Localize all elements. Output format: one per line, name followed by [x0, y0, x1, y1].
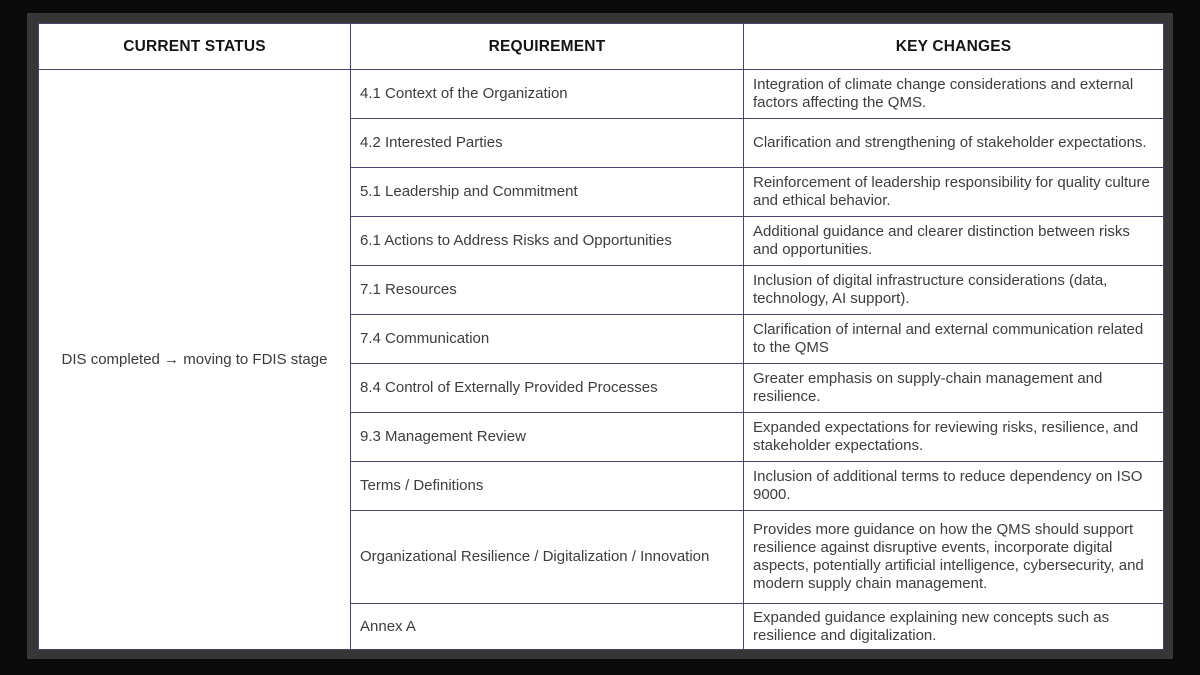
table-frame: [27, 13, 1173, 659]
requirement-cell: 6.1 Actions to Address Risks and Opportunities: [351, 217, 744, 266]
key-changes-cell: Inclusion of digital infrastructure considerations (data, technology, AI support).: [744, 266, 1164, 315]
requirement-cell: 5.1 Leadership and Commitment: [351, 168, 744, 217]
requirement-cell: 7.4 Communication: [351, 315, 744, 364]
key-changes-cell: Inclusion of additional terms to reduce dependency on ISO 9000.: [744, 462, 1164, 511]
header-current-status: CURRENT STATUS: [39, 24, 351, 70]
key-changes-cell: Integration of climate change considerations and external factors affecting the QMS.: [744, 70, 1164, 119]
key-changes-cell: Expanded expectations for reviewing risks, resilience, and stakeholder expectations.: [744, 413, 1164, 462]
requirement-cell: 8.4 Control of Externally Provided Processes: [351, 364, 744, 413]
requirement-cell: 9.3 Management Review: [351, 413, 744, 462]
requirement-cell: 4.1 Context of the Organization: [351, 70, 744, 119]
header-row: [39, 24, 1164, 70]
requirement-cell: Terms / Definitions: [351, 462, 744, 511]
requirement-cell: 7.1 Resources: [351, 266, 744, 315]
key-changes-cell: Greater emphasis on supply-chain management and resilience.: [744, 364, 1164, 413]
key-changes-cell: Additional guidance and clearer distinction between risks and opportunities.: [744, 217, 1164, 266]
table-row: [39, 70, 1164, 119]
header-key-changes: KEY CHANGES: [744, 24, 1164, 70]
key-changes-cell: Clarification and strengthening of stakeholder expectations.: [744, 119, 1164, 168]
current-status-cell: DIS completed → moving to FDIS stage: [39, 70, 351, 650]
requirement-cell: Annex A: [351, 604, 744, 650]
requirement-cell: Organizational Resilience / Digitalization / Innovation: [351, 511, 744, 604]
header-requirement: REQUIREMENT: [351, 24, 744, 70]
key-changes-cell: Reinforcement of leadership responsibility for quality culture and ethical behavior.: [744, 168, 1164, 217]
iso-9001-changes-table: [38, 23, 1164, 650]
key-changes-cell: Clarification of internal and external communication related to the QMS: [744, 315, 1164, 364]
key-changes-cell: Expanded guidance explaining new concepts such as resilience and digitalization.: [744, 604, 1164, 650]
requirement-cell: 4.2 Interested Parties: [351, 119, 744, 168]
key-changes-cell: Provides more guidance on how the QMS should support resilience against disruptive events, incorporate digital aspects, potentially artificial intelligence, cybersecurity, and modern supply chain management.: [744, 511, 1164, 604]
